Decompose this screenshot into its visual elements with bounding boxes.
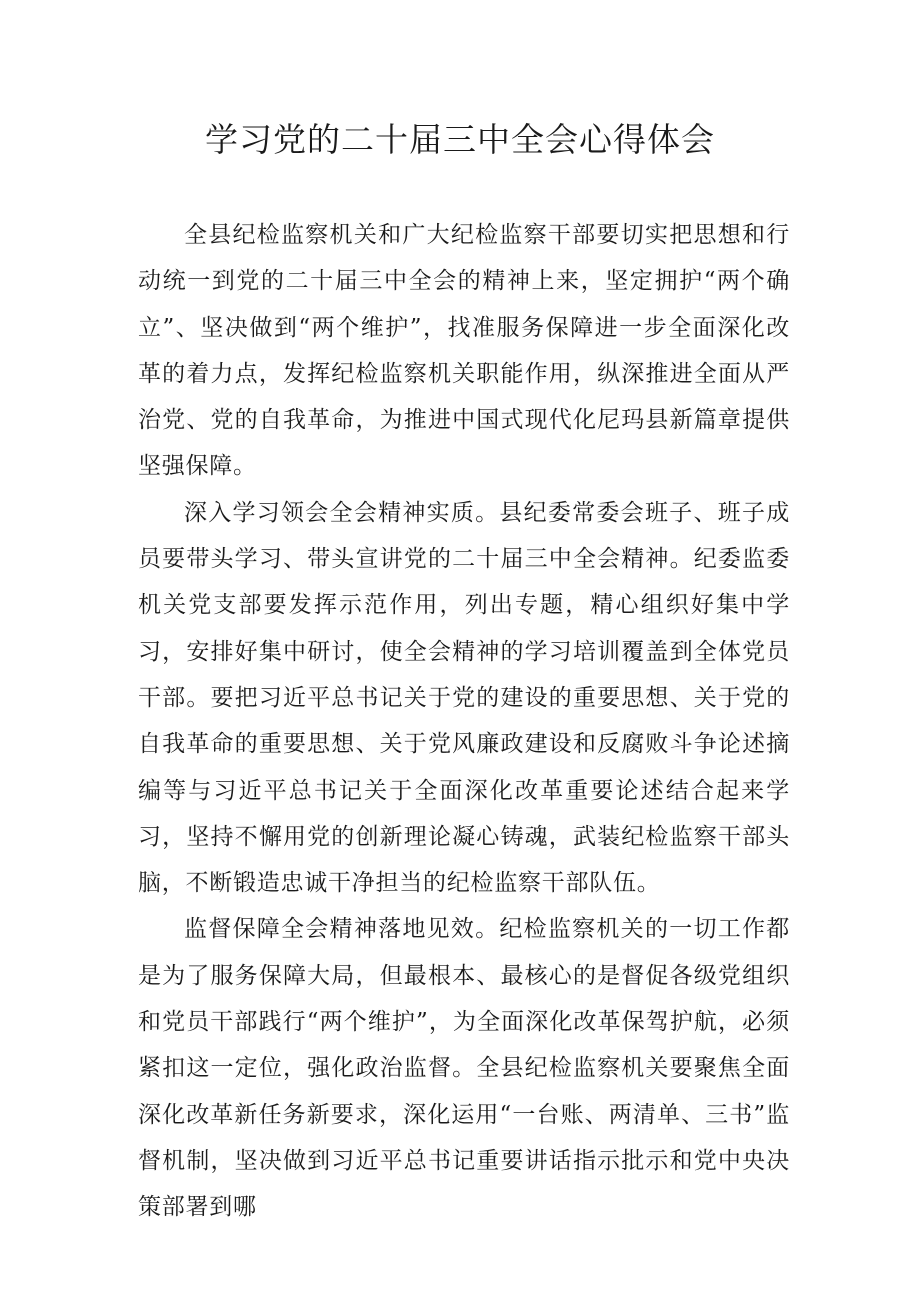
paragraph-3: 监督保障全会精神落地见效。纪检监察机关的一切工作都是为了服务保障大局，但最根本、最核心的是督促各级党组织和党员干部践行“两个维护”，为全面深化改革保驾护航，必须紧扣这一定位，强化政治监督。全县纪检监察机关要聚焦全面深化改革新任务新要求，深化运用“一台账、两清单、三书”监督机制，坚决做到习近平总书记重要讲话指示批示和党中央决策部署到哪 (138, 916, 790, 1221)
paragraph-2: 深入学习领会全会精神实质。县纪委常委会班子、班子成员要带头学习、带头宣讲党的二十届三中全会精神。纪委监委机关党支部要发挥示范作用，列出专题，精心组织好集中学习，安排好集中研讨，使全会精神的学习培训覆盖到全体党员干部。要把习近平总书记关于党的建设的重要思想、关于党的自我革命的重要思想、关于党风廉政建设和反腐败斗争论述摘编等与习近平总书记关于全面深化改革重要论述结合起来学习，坚持不懈用党的创新理论凝心铸魂，武装纪检监察干部头脑，不断锻造忠诚干净担当的纪检监察干部队伍。 (138, 499, 790, 897)
document-title: 学习党的二十届三中全会心得体会 (205, 120, 715, 159)
paragraph-1: 全县纪检监察机关和广大纪检监察干部要切实把思想和行动统一到党的二十届三中全会的精神上来，坚定拥护“两个确立”、坚决做到“两个维护”，找准服务保障进一步全面深化改革的着力点，发挥纪检监察机关职能作用，纵深推进全面从严治党、党的自我革命，为推进中国式现代化尼玛县新篇章提供坚强保障。 (138, 222, 790, 480)
document-body (138, 212, 790, 1231)
